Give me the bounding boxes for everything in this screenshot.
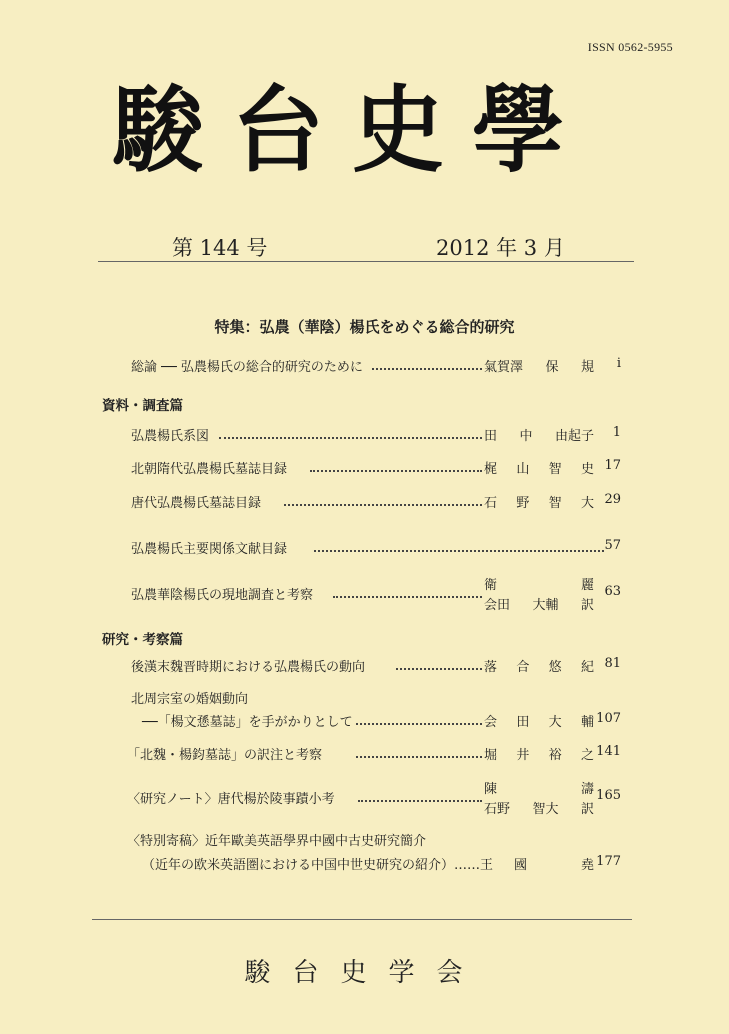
toc-entry <box>0 656 729 686</box>
entry-author: 石 野 智 大 <box>484 496 594 511</box>
leader-dots <box>310 470 482 472</box>
journal-title: 駿台史學 <box>112 74 593 186</box>
entry-translator: 石野 智大 訳 <box>484 802 594 817</box>
entry-page: 141 <box>596 744 621 759</box>
entry-title: 弘農楊氏主要関係文献目録 <box>131 542 288 557</box>
toc-entry <box>0 492 729 522</box>
entry-page: 63 <box>604 584 621 599</box>
entry-page: 29 <box>604 492 621 507</box>
entry-title: 唐代弘農楊氏墓誌目録 <box>131 496 262 511</box>
entry-page: i <box>616 356 621 371</box>
entry-author: 陳 濤 <box>484 782 594 797</box>
entry-title: 〈研究ノート〉唐代楊於陵事蹟小考 <box>127 792 335 807</box>
issue-number: 第 144 号 <box>172 236 268 260</box>
toc-entry <box>0 744 729 774</box>
toc-entry <box>0 356 729 386</box>
entry-title: 総論 ── 弘農楊氏の総合的研究のために <box>131 360 363 375</box>
bottom-rule <box>92 919 632 920</box>
entry-page: 1 <box>612 425 621 440</box>
entry-page: 165 <box>596 788 621 803</box>
top-rule <box>98 261 634 262</box>
entry-page: 107 <box>596 711 621 726</box>
toc-entry <box>0 425 729 455</box>
entry-author: 衛 麗 <box>484 578 594 593</box>
entry-page: 81 <box>604 656 621 671</box>
entry-title: 「北魏・楊鈞墓誌」の訳注と考察 <box>127 748 323 763</box>
entry-title: 弘農楊氏系図 <box>131 429 210 444</box>
toc-entry <box>0 688 729 732</box>
toc-entry <box>0 830 729 876</box>
entry-title: 後漢末魏晋時期における弘農楊氏の動向 <box>131 660 366 675</box>
entry-subtitle: （近年の欧米英語圏における中国中世史研究の紹介）……王 <box>142 858 494 873</box>
entry-author: 國 堯 <box>514 858 594 873</box>
entry-author: 堀 井 裕 之 <box>484 748 594 763</box>
entry-page: 17 <box>604 458 621 473</box>
leader-dots <box>356 756 482 758</box>
entry-author: 梶 山 智 史 <box>484 462 594 477</box>
leader-dots <box>358 800 482 802</box>
leader-dots <box>219 437 482 439</box>
entry-author: 会 田 大 輔 <box>484 715 594 730</box>
entry-title: 北周宗室の婚姻動向 <box>131 692 249 707</box>
section-sources: 資料・調査篇 <box>102 398 183 414</box>
entry-page: 57 <box>604 538 621 553</box>
entry-author: 落 合 悠 紀 <box>484 660 594 675</box>
leader-dots <box>356 723 482 725</box>
entry-title: 弘農華陰楊氏の現地調査と考察 <box>131 588 314 603</box>
entry-page: 177 <box>596 854 621 869</box>
leader-dots <box>372 368 482 370</box>
leader-dots <box>314 550 604 552</box>
toc-entry <box>0 538 729 568</box>
entry-author: 氣賀澤 保 規 <box>484 360 594 375</box>
leader-dots <box>284 504 482 506</box>
toc-entry <box>0 780 729 820</box>
issue-date: 2012 年 3 月 <box>436 236 565 260</box>
entry-title: 北朝隋代弘農楊氏墓誌目録 <box>131 462 288 477</box>
entry-title: 〈特別寄稿〉近年歐美英語學界中國中古史研究簡介 <box>127 834 427 849</box>
entry-author: 田 中 由起子 <box>484 429 594 444</box>
publisher: 駿台史学会 <box>244 958 485 988</box>
toc-entry <box>0 458 729 488</box>
toc-entry <box>0 576 729 616</box>
leader-dots <box>396 668 482 670</box>
entry-translator: 会田 大輔 訳 <box>484 598 594 613</box>
leader-dots <box>333 596 482 598</box>
issn: ISSN 0562-5955 <box>587 40 673 54</box>
entry-subtitle: ──「楊文愻墓誌」を手がかりとして <box>142 715 353 730</box>
feature-title: 特集：弘農（華陰）楊氏をめぐる総合的研究 <box>214 318 515 336</box>
section-research: 研究・考察篇 <box>102 632 183 648</box>
